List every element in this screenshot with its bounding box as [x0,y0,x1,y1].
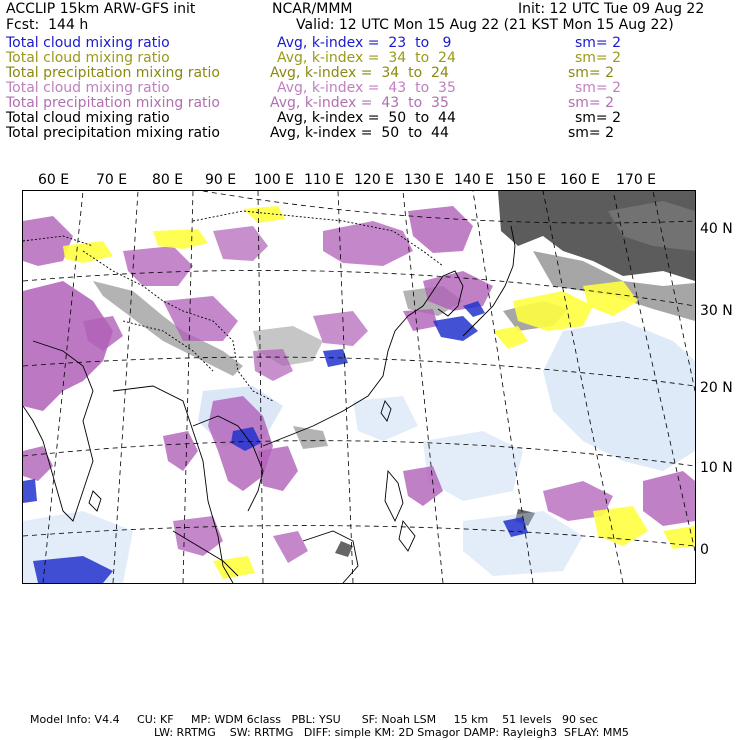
legend-avg: Avg, k-index = 34 to 24 [270,65,449,81]
legend-field: Total cloud mixing ratio [6,80,170,96]
forecast-hour: Fcst: 144 h [6,17,89,33]
lat-label: 0 [700,542,709,558]
legend-sm: sm= 2 [575,110,622,126]
legend-avg: Avg, k-index = 50 to 44 [277,110,456,126]
legend-avg: Avg, k-index = 34 to 24 [277,50,456,66]
model-info-line1: Model Info: V4.4 CU: KF MP: WDM 6class PBL: YSU SF: Noah LSM 15 km 51 levels 90 sec [30,713,599,726]
valid-time: Valid: 12 UTC Mon 15 Aug 22 (21 KST Mon 15 Aug 22) [296,17,674,33]
lon-label: 140 E [454,172,495,188]
lon-label: 160 E [560,172,601,188]
lon-label: 100 E [254,172,295,188]
legend-avg: Avg, k-index = 50 to 44 [270,125,449,141]
legend-sm: sm= 2 [568,125,615,141]
lat-label: 20 N [700,380,733,396]
legend-avg: Avg, k-index = 43 to 35 [277,80,456,96]
lat-label: 40 N [700,221,733,237]
lon-label: 130 E [404,172,445,188]
legend-row [6,111,736,126]
lon-label: 170 E [616,172,657,188]
legend-sm: sm= 2 [575,50,622,66]
legend-sm: sm= 2 [568,65,615,81]
legend-row [6,96,736,111]
organization-label: NCAR/MMM [272,1,353,17]
legend-row [6,51,736,66]
lon-label: 90 E [205,172,237,188]
model-info-line2: LW: RRTMG SW: RRTMG DIFF: simple KM: 2D Smagor DAMP: Rayleigh3 SFLAY: MM5 [154,726,629,739]
lat-label: 10 N [700,460,733,476]
legend-row [6,126,736,141]
legend-sm: sm= 2 [568,95,615,111]
legend-field: Total precipitation mixing ratio [6,95,220,111]
legend-sm: sm= 2 [575,35,622,51]
init-time: Init: 12 UTC Tue 09 Aug 22 [518,1,705,17]
lon-label: 150 E [506,172,547,188]
legend-row [6,66,736,81]
legend-sm: sm= 2 [575,80,622,96]
lon-label: 80 E [152,172,184,188]
lon-label: 60 E [38,172,70,188]
legend-field: Total precipitation mixing ratio [6,65,220,81]
legend-field: Total precipitation mixing ratio [6,125,220,141]
legend-avg: Avg, k-index = 43 to 35 [270,95,449,111]
lon-label: 70 E [96,172,128,188]
legend-field: Total cloud mixing ratio [6,35,170,51]
legend-row [6,81,736,96]
legend-avg: Avg, k-index = 23 to 9 [277,35,452,51]
map-svg [23,191,695,583]
lat-label: 30 N [700,303,733,319]
legend-row [6,36,736,51]
map-panel [22,190,696,584]
plot-title: ACCLIP 15km ARW-GFS init [6,1,196,17]
lon-label: 110 E [304,172,345,188]
legend-field: Total cloud mixing ratio [6,110,170,126]
legend-field: Total cloud mixing ratio [6,50,170,66]
lon-label: 120 E [354,172,395,188]
